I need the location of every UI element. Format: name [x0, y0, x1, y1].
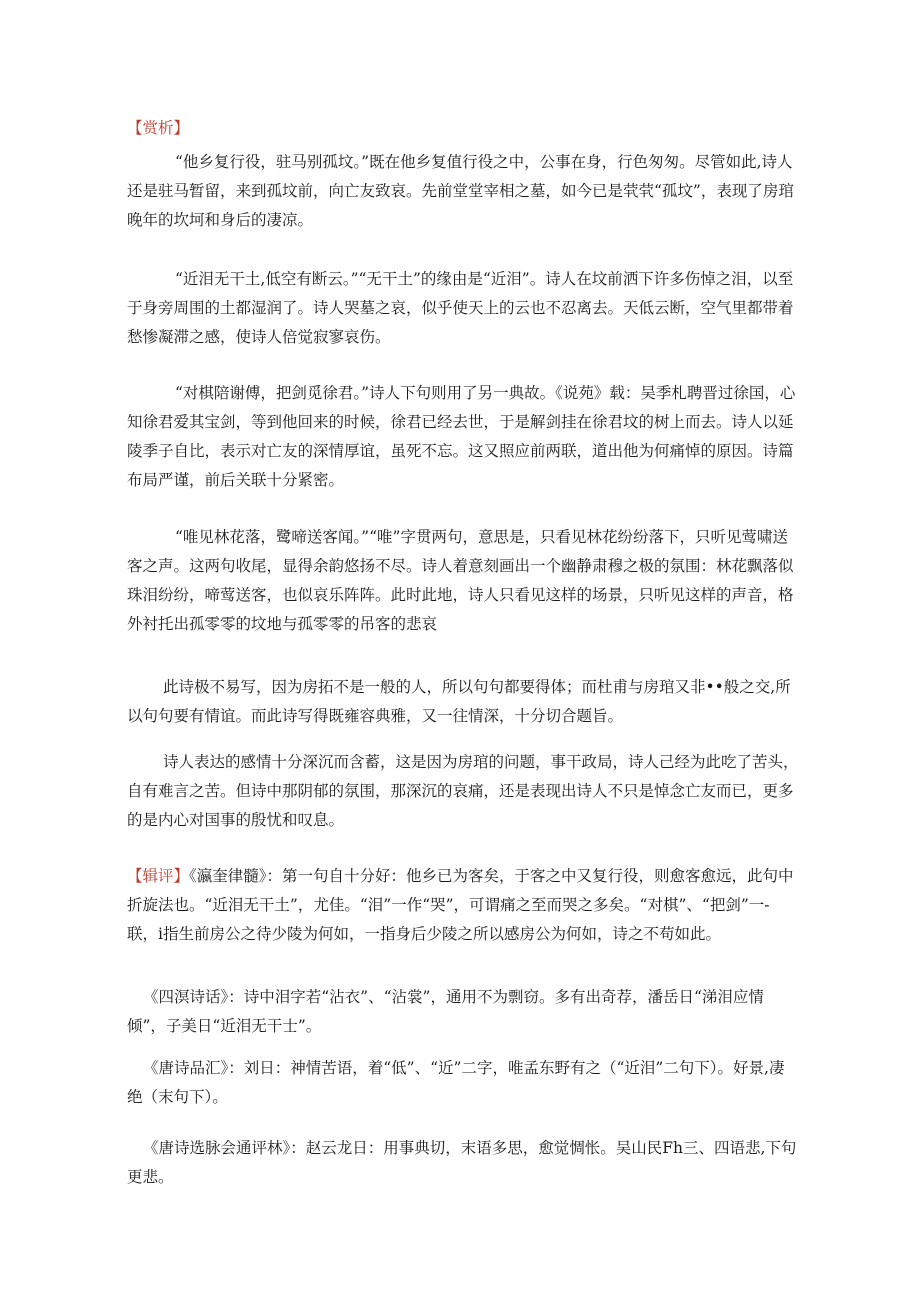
commentary-first-text: 《瀛奎律髓》：第一句自十分好：他乡已为客矣，于客之中又复行役，则愈客愈远，此句中折旋法也。“近泪无干土”，尤佳。“泪”一作“哭”，可谓痛之至而哭之多矣。“对棋”、“把剑”一-联，i指生前房公之待少陵为何如，一指身后少陵之所以感房公为何如，诗之不苟如此。: [127, 867, 794, 943]
commentary-item-1: 《四溟诗话》：诗中泪字若“沾衣”、“沾裳”，通用不为剽窃。多有出奇荐，潘岳日“涕泪应情倾”，子美日“近泪无干士”。: [127, 988, 764, 1035]
paragraph-6: 诗人表达的感情十分深沉而含蓄，这是因为房琯的问题，事干政局，诗人己经为此吃了苦头，自有难言之苦。但诗中那阴郁的氛围，那深沉的哀痛，还是表现出诗人不只是悼念亡友而已，更多的是内心对国事的殷忧和叹息。: [127, 753, 799, 829]
paragraph-3: “对棋陪谢傅，把剑觅徐君。”诗人下句则用了另一典故。《说苑》载：吴季札聘晋过徐国，心知徐君爱其宝剑，等到他回来的时候，徐君已经去世，于是解剑挂在徐君坟的树上而去。诗人以延陵季子自比，表示对亡友的深情厚谊，虽死不忘。这又照应前两联，道出他为何痛悼的原因。诗篇布局严谨，前后关联十分紧密。: [127, 384, 796, 489]
section-heading-appreciation: 【赏析】: [127, 119, 190, 137]
paragraph-5: 此诗极不易写，因为房拓不是一般的人，所以句句都要得体；而杜甫与房琯又非••般之交,所以句句要有情谊。而此诗写得既雍容典雅，又一往情深，十分切合题旨。: [127, 678, 791, 725]
commentary-first-paragraph: [127, 862, 799, 949]
paragraph-2: “近泪无干土,低空有断云。”“无干土”的缘由是“近泪”。诗人在坟前洒下许多伤悼之泪，以至于身旁周围的土都湿润了。诗人哭墓之哀，似乎使天上的云也不忍离去。天低云断，空气里都带着愁惨凝滞之感，使诗人倍觉寂寥哀伤。: [127, 270, 794, 346]
section-label-commentary: 【辑评】: [127, 867, 190, 885]
paragraph-1: “他乡复行役，驻马别孤坟。”既在他乡复值行役之中，公事在身，行色匆匆。尽管如此,诗人还是驻马暂留，来到孤坟前，向亡友致哀。先前堂堂宰相之墓，如今已是茕茕“孤坟”，表现了房琯晚年的坎坷和身后的凄凉。: [127, 153, 794, 229]
commentary-item-3: 《唐诗选脉会通评林》：赵云龙日：用事典切，末语多思，愈觉惆怅。吴山民Fh三、四语悲,下句更悲。: [127, 1139, 797, 1186]
commentary-item-2: 《唐诗品汇》：刘日：神情苦语，着“低”、“近”二字，唯孟东野有之（“近泪”二句下）。好景,凄绝（末句下）。: [127, 1059, 785, 1106]
paragraph-4: “唯见林花落，鹭啼送客闻。”“唯”字贯两句，意思是，只看见林花纷纷落下，只听见莺啸送客之声。这两句收尾，显得余韵悠扬不尽。诗人着意刻画出一个幽静肃穆之极的氛围：林花飘落似珠泪纷纷，啼莺送客，也似哀乐阵阵。此时此地，诗人只看见这样的场景，只听见这样的声音，格外衬托出孤零零的坟地与孤零零的吊客的悲哀: [127, 528, 794, 633]
